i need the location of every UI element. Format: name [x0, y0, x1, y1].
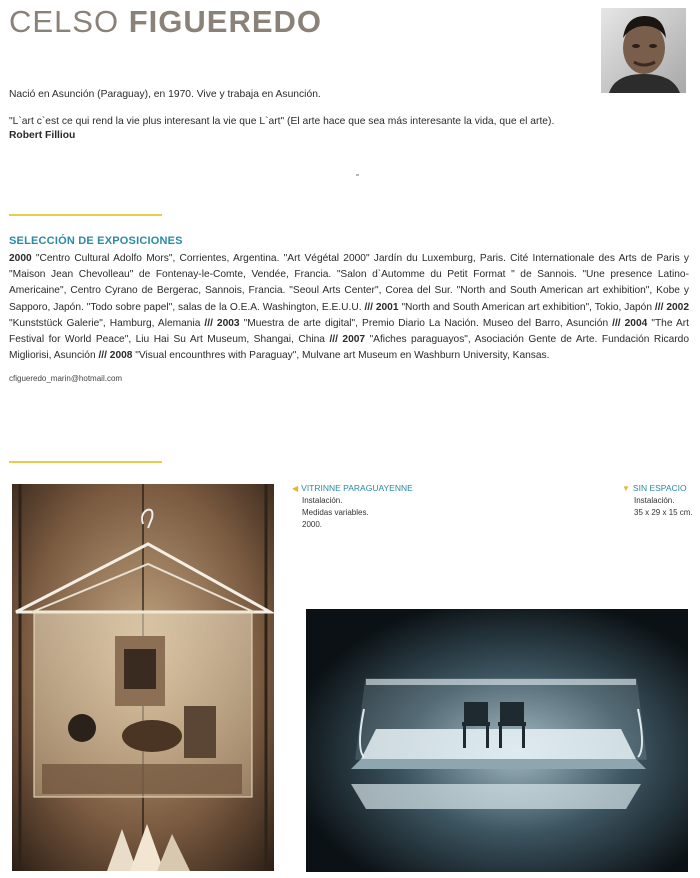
exhibition-text: "The Art Festival for World Peace", Liu Hai Su Art Museum, Shangai, China: [9, 317, 689, 346]
exhibition-year: /// 2004: [612, 317, 648, 329]
section-rule-bottom: [9, 461, 162, 463]
contact-email[interactable]: cfigueredo_marin@hotmail.com: [9, 374, 123, 383]
section-rule-top: [9, 214, 162, 216]
work-detail-line: Instalación.: [634, 496, 675, 505]
installation-image: [12, 484, 274, 871]
exhibition-year: /// 2008: [98, 350, 133, 362]
artist-quote: "L`art c`est ce qui rend la vie plus interesant la vie que L`art" (El arte hace que sea más interesante la vida, que el arte).: [9, 116, 555, 127]
work-details: [622, 495, 693, 519]
artist-name: [9, 4, 322, 40]
exhibition-year: /// 2007: [329, 334, 366, 346]
artwork-photo-sin-espacio: [306, 609, 688, 872]
work-detail-line: Medidas variables.: [302, 508, 369, 517]
quote-author: Robert Filliou: [9, 130, 76, 141]
artist-last-name: FIGUEREDO: [128, 4, 323, 39]
exhibitions-heading: SELECCIÓN DE EXPOSICIONES: [9, 235, 183, 247]
exhibition-year: 2000: [9, 253, 32, 264]
work-title: ▼ SIN ESPACIO: [622, 483, 687, 493]
portrait-photo: [601, 8, 686, 93]
work-details: [292, 495, 413, 531]
artist-first-name: CELSO: [9, 4, 120, 39]
work-title: ◀ VITRINNE PARAGUAYENNE: [292, 483, 413, 493]
artist-portrait: [601, 8, 686, 93]
pointer-left-icon: ◀: [292, 484, 299, 493]
exhibition-year: /// 2003: [204, 317, 240, 329]
work-caption-vitrinne: [292, 482, 413, 531]
pointer-down-icon: ▼: [622, 484, 630, 493]
installation-image: [306, 609, 688, 872]
exhibition-text: "Afiches paraguayos", Asociación Gente de Arte. Fundación Ricardo Migliorisi, Asunción: [9, 334, 689, 362]
exhibitions-list: [9, 251, 689, 364]
exhibition-text: "Muestra de arte digital", Premio Diario La Nación. Museo del Barro, Asunción: [239, 317, 613, 329]
exhibition-year: /// 2001: [364, 301, 399, 313]
artwork-photo-vitrinne: [12, 484, 274, 871]
exhibition-text: "North and South American art exhibition", Tokio, Japón: [398, 301, 655, 313]
work-detail-line: 35 x 29 x 15 cm.: [634, 508, 693, 517]
exhibition-year: /// 2002: [654, 301, 689, 313]
work-detail-line: 2000.: [302, 520, 323, 529]
artist-bio: Nació en Asunción (Paraguay), en 1970. Vive y trabaja en Asunción.: [9, 89, 321, 100]
exhibition-text: "Visual encounthres with Paraguay", Mulvane art Museum en Washburn University, Kansas.: [132, 350, 550, 362]
work-detail-line: Instalación.: [302, 496, 343, 505]
speck-dot: [356, 174, 359, 176]
exhibition-text: "Centro Cultural Adolfo Mors", Corrientes, Argentina. "Art Végétal 2000" Jardín du Luxemburg, Paris. Cité Internationale des Arts de Paris y "Maison Jean Chevolleau" de Fontenay-le-Comte, Vendée, Francia. "Salon d`Automme du Petit Format " de Sannois. "Une presence Latino-Americaine", Centro Cyrano de Bergerac, Sannois, Francia. "Seoul Arts Center", Corea del Sur. "North and South American art exhibition", Kobe y Sapporo, Japón. "Todo sobre papel", salas de la O.E.A. Washington, E.E.U.U.: [9, 253, 689, 313]
work-caption-sin-espacio: [622, 482, 693, 519]
exhibition-text: "Kunststück Galerie", Hamburg, Alemania: [9, 317, 205, 329]
